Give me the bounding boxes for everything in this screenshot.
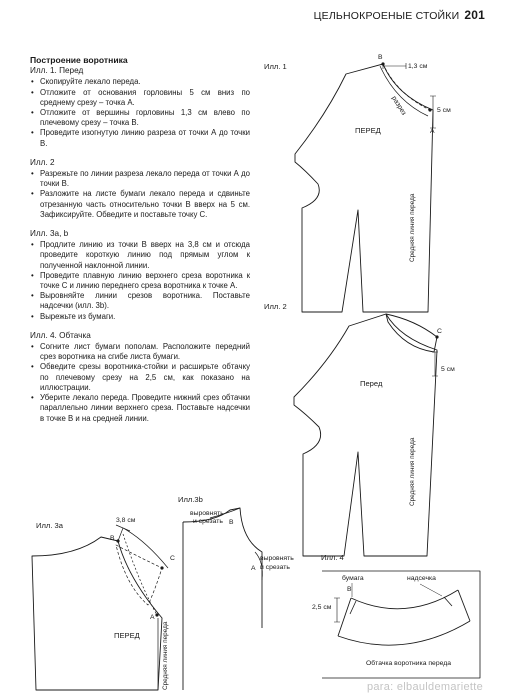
fig1-cut-line: [383, 64, 430, 110]
fig3b-align-top: выровнять: [190, 510, 224, 517]
fig1-cut-label: разрез: [390, 95, 408, 117]
fig3b-align-side: выровнять: [260, 555, 294, 562]
fig3a-point-b: B: [110, 535, 115, 542]
fig4-leader-notch: [420, 584, 442, 596]
fig1-measure-b: [383, 63, 406, 69]
instruction-item: • Уберите лекало переда. Проведите нижний срез обтачки параллельно линии верхнего среза. Поставьте надсечки в точке В и на средней линии.: [30, 393, 250, 424]
fig4-facing-label: Обтачка воротника переда: [366, 660, 451, 667]
fig3a-collar-front: [123, 534, 157, 615]
fig3a-center-line-label: Средняя линия переда: [162, 621, 169, 690]
fig1-caption: Илл. 1: [264, 62, 287, 71]
section-title: Построение воротника: [30, 55, 128, 65]
fig1-measure-b: 1,3 см: [408, 63, 428, 70]
fig1-measure-a: [430, 96, 436, 128]
fig1-bodice-outline: [295, 64, 433, 312]
page-number: 201: [464, 8, 485, 22]
fig4-point-b: B: [347, 586, 352, 593]
header-title: ЦЕЛЬНОКРОЕНЫЕ СТОЙКИ: [313, 10, 460, 22]
instruction-item: • Проведите изогнутую линию разреза от точки А до точки В.: [30, 128, 250, 148]
fig3b-align-side2: и срезать: [260, 564, 290, 571]
instruction-item: • Отложите от основания горловины 5 см вниз по среднему срезу – точка А.: [30, 88, 250, 108]
fig4-facing-lower: [338, 621, 470, 645]
fig4-measure: 2,5 см: [312, 604, 332, 611]
fig3a-front-label: ПЕРЕД: [114, 631, 140, 640]
instruction-item: • Вырежьте из бумаги.: [30, 312, 250, 322]
instruction-item: • Проведите плавную линию верхнего среза воротника к точке С и линию переднего среза воротника к точке А.: [30, 271, 250, 291]
fig3a-point-c: C: [170, 555, 175, 562]
fig1-front-label: ПЕРЕД: [355, 126, 381, 135]
point-marker: [435, 335, 438, 338]
fig2-spread-piece: [386, 314, 437, 352]
instruction-item: • Выровняйте линии срезов воротника. Поставьте надсечки (илл. 3b).: [30, 291, 250, 311]
footer-credit: para: elbauldemariette: [366, 681, 483, 693]
fig3a-point-a: A: [150, 614, 155, 621]
point-marker: [160, 566, 163, 569]
instruction-item: • Скопируйте лекало переда.: [30, 77, 250, 87]
fig2-front-label: Перед: [360, 379, 383, 388]
instruction-item: • Продлите линию из точки В вверх на 3,8 см и отсюда проведите короткую линию под прямым углом к полученной наклонной линии.: [30, 240, 250, 271]
fig3b-bodice-outline: [183, 508, 262, 690]
fig3b-point-b: B: [229, 519, 234, 526]
instruction-item: • Отложите от вершины горловины 1,3 см влево по плечевому срезу – точка В.: [30, 108, 250, 128]
fig4-notch-label: надсечка: [407, 575, 436, 582]
fig1-center-line-label: Средняя линия переда: [409, 193, 416, 262]
fig4-facing-right: [458, 590, 470, 621]
fig1-point-b: B: [378, 54, 383, 61]
fig2-caption: Илл. 2: [264, 302, 287, 311]
fig4-facing-upper: [351, 590, 458, 609]
instruction-item: • Разложите на листе бумаги лекало переда и сдвиньте отрезанную часть относительно точки В вверх на 5 см. Зафиксируйте. Обведите и поставьте точку С.: [30, 189, 250, 220]
fig4-caption: Илл. 4: [321, 553, 344, 562]
point-marker: [116, 539, 119, 542]
fig2-measure: 5 см: [441, 366, 455, 373]
point-marker: [381, 62, 384, 65]
fig3a-collar-upper: [123, 528, 168, 568]
fig4-notch-b: [350, 601, 356, 614]
fig4-facing-left: [338, 598, 351, 636]
group-title: Илл. 1. Перед: [30, 66, 84, 76]
fig3a-bodice-outline: [32, 537, 162, 690]
fig3a-extension-line: [116, 525, 130, 541]
instruction-item: • Разрежьте по линии разреза лекало переда от точки А до точки В.: [30, 169, 250, 189]
fig3a-caption: Илл. 3a: [36, 521, 63, 530]
fig1-measure-a: 5 см: [437, 107, 451, 114]
fig4-notch-center: [444, 597, 452, 606]
fig2-bodice-outline: [294, 314, 437, 556]
point-marker: [155, 613, 158, 616]
fig4-measure: [334, 598, 340, 622]
fig4-paper-label: бумага: [342, 575, 364, 582]
instruction-item: • Согните лист бумаги пополам. Расположите передний срез воротника на сгибе листа бумаги.: [30, 342, 250, 362]
group-title: Илл. 2: [30, 157, 55, 167]
fig3b-caption: Илл.3b: [178, 495, 203, 504]
fig3b-align-top2: и срезать: [193, 518, 223, 525]
fig1-point-a: A: [430, 128, 435, 135]
fig3a-measure: 3,8 см: [116, 517, 136, 524]
fig2-center-line-label: Средняя линия переда: [409, 437, 416, 506]
point-marker: [428, 108, 431, 111]
instruction-item: • Обведите срезы воротника-стойки и расширьте обтачку по плечевому срезу на 2,5 см, как показано на иллюстрации.: [30, 362, 250, 393]
fig3b-point-a: A: [251, 565, 256, 572]
fig3a-collar-dashed: [116, 545, 162, 605]
fig2-point-c: C: [437, 328, 442, 335]
group-title: Илл. 4. Обтачка: [30, 330, 91, 340]
group-title: Илл. 3a, b: [30, 229, 69, 239]
